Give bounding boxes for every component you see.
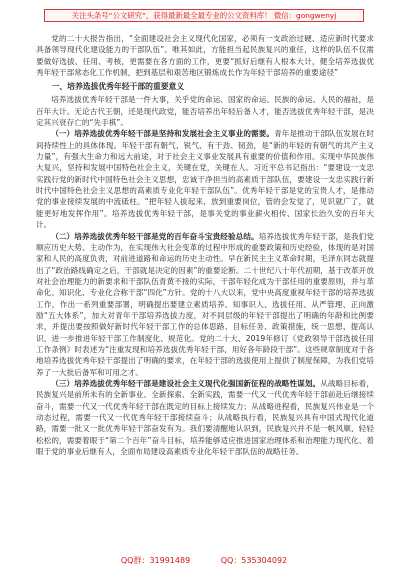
subsection-text-2: 培养选拔优秀年轻干部，是我们党顺应历史大势、主动作为，在实现伟大社会变革的过程中形成的重要政策和历史经验，体现的是对国家和人民的高度负责，对前进道路和命运的历史主动性。早在新民主主义革命时期，毛泽东同志就提出了“政治路线确定之后，干部就是决定的因素”的重要论断。二十世纪八十年代初期，基于改革开放对社会治理能力的新要求和干部队伍青黄不接的实际，干部年轻化成为干部任用的重要原则，并与革命化、知识化、专业化合称干部“四化”方针。党的十八大以来，党中央高度重视年轻干部的培养选拔工作，作出一系列重要部署，明确提出要建立素质培养、知事识人、选拔任用、从严管理、正向激励“五大体系”，加大对青年干部培养选拔力度，对不同层级的年轻干部提出了明确的年龄和比例要求，并提出要按照做好新时代年轻干部工作的总体思路、目标任务、政策措施，统一思想、提高认识，进一步推进年轻干部工作制度化、规范化。党的二十大、2019年修订《党政领导干部选拔任用工作条例》时表述为“注重发现和培养选拔优秀年轻干部，用好各年龄段干部”。这些规章制度对于各地培养选拔优秀年轻干部提出了明确的要求，在年轻干部的选拔使用上提供了制度保障，为我们党培养了一大批后备军和可用之才。 bbox=[36, 231, 374, 377]
section-heading: 一、培养选拔优秀年轻干部的重要意义 bbox=[51, 82, 185, 92]
subsection-lead-2: （二）培养选拔优秀年轻干部是党的百年奋斗宝贵经验总结。 bbox=[51, 231, 259, 241]
body-paragraph: 培养选拔优秀年轻干部是一件大事，关乎党的命运、国家的命运、民族的命运、人民的福祉，是百年大计。无论古代王朝，还是现代政党，能否培养出年轻后备人才，能否选拔优秀年轻干部，是决定其兴衰存亡的“先手棋”。 bbox=[36, 95, 374, 128]
header-banner: 关注头条号“公文研究”，获得最新最全最专业的公文资料库！ 微信：gongwenyj bbox=[44, 9, 364, 22]
subsection-paragraph-3 bbox=[36, 378, 374, 457]
footer-contact bbox=[0, 554, 408, 568]
subsection-lead-3: （三）培养选拔优秀年轻干部是建设社会主义现代化强国新征程的战略性谋划。 bbox=[51, 378, 321, 388]
subsection-paragraph-1 bbox=[36, 128, 374, 230]
intro-paragraph: 党的二十大报告指出，“全面建设社会主义现代化国家，必须有一支政治过硬、适应新时代要求具备领导现代化建设能力的干部队伍”。唯其如此，方能担当起民族复兴的重任，这样的队伍不仅需要做好选拔、任用、考核，更需要在各方面的工作，更要“抓好后继有人根本大计，健全培养选拔优秀年轻干部常态化工作机制，把到基层和艰苦地区锻炼成长作为年轻干部培养的重要途径” bbox=[36, 34, 374, 78]
subsection-text-3: 从战略目标看，民族复兴是前所未有的全新事业、全新探索、全新实践，需要一代又一代优秀年轻干部前赴后继接续奋斗，需要一代又一代优秀年轻干部在既定的目标上接续发力；从战略进程看，民族复兴伟业是一个动态过程，需要一代又一代优秀年轻干部接续奋斗；从战略执行看，民族复兴具有中国式现代化道路，需要一批又一批优秀年轻干部奋发有为。我们要清醒地认识到，民族复兴并不是一帆风顺、轻轻松松的，需要着眼于“第二个百年”奋斗目标，培养能够适应推进国家治理体系和治理能力现代化、着眼于党的事业后继有人，全面布局建设高素质专业化年轻干部队伍的战略任务。 bbox=[36, 378, 374, 457]
qq-group-text: QQ群：31991489 bbox=[120, 556, 191, 565]
subsection-lead-1: （一）培养选拔优秀年轻干部是坚持和发展社会主义事业的需要。 bbox=[51, 129, 275, 139]
subsection-text-1: 青年是推动干部队伍发展在时间持续性上的具体体现。年轻干部有朝气、锐气、有干劲、韧劲，是“新的年轻的有朝气的共产主义力量”，有强大生命力和远大前途，对于社会主义事业发展具有重要的价值和作用。实现中华民族伟大复兴，坚持和发展中国特色社会主义，关键在党，关键在人。习近平总书记指出：“要建设一支忠实践行党的新时代中国特色社会主义思想，忠诚干净担当的高素质干部队伍，要建设一支忠实践行新时代中国特色社会主义思想的高素质专业化年轻干部队伍”。优秀年轻干部是党的宝贵人才，是推动党的事业接续发展的中流砥柱。“把年轻人拔起来，放到重要岗位，管的会发觉了，见识就广了，就能更好地发挥作用”。培养选拔优秀年轻干部，是事关党的事业薪火相传、国家长治久安的百年大计。 bbox=[36, 129, 374, 230]
subsection-paragraph-2 bbox=[36, 231, 374, 378]
document-body bbox=[36, 33, 374, 545]
qq-text: QQ：535304092 bbox=[220, 556, 288, 565]
